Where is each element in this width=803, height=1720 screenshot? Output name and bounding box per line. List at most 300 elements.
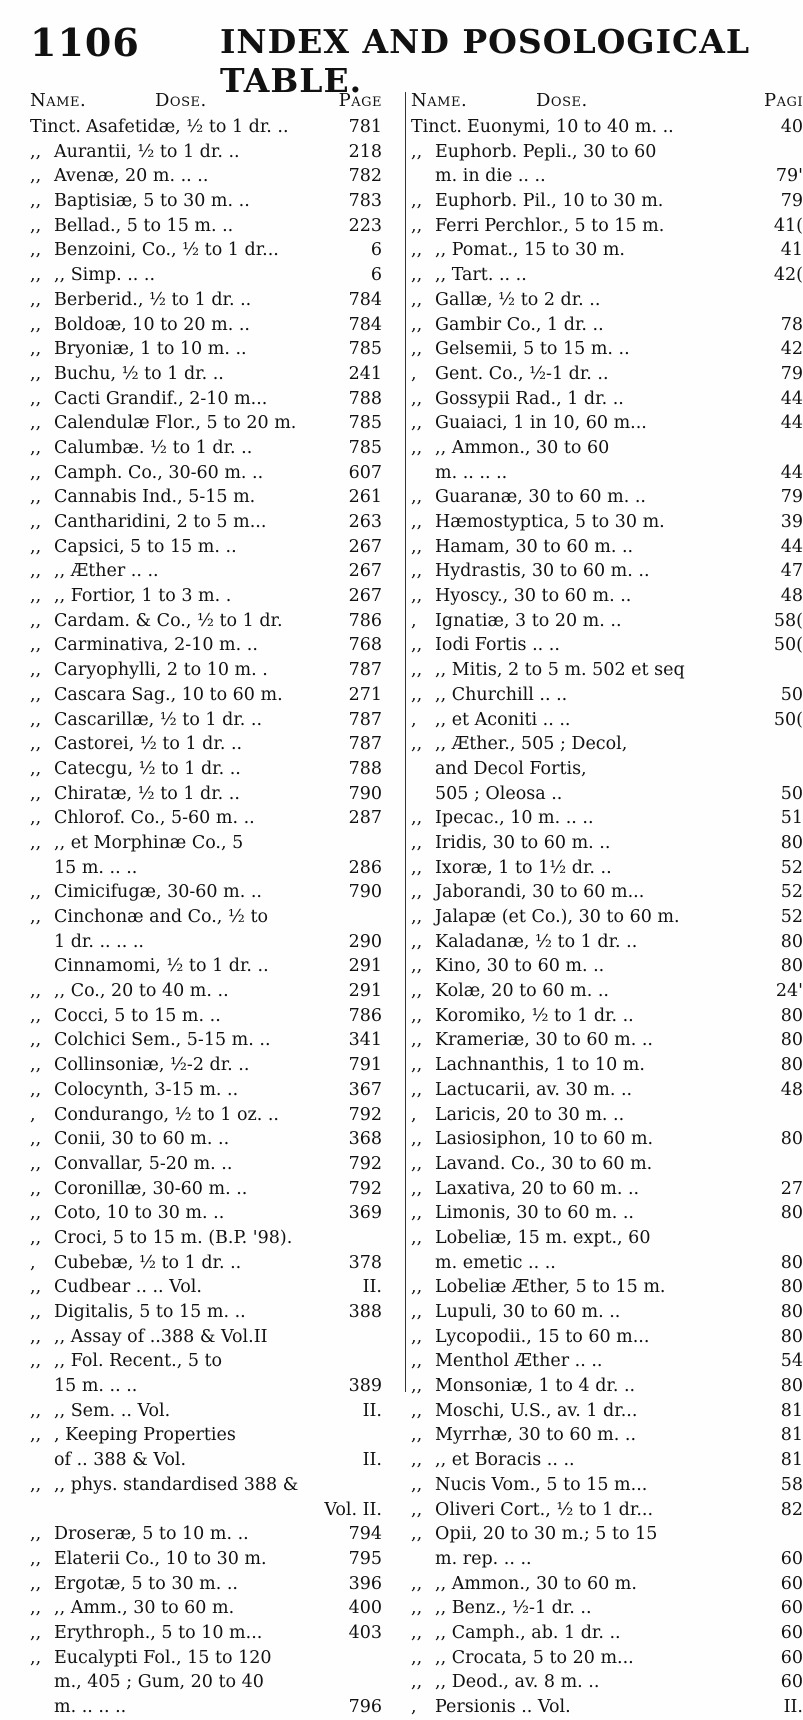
entry-text: ,, Ammon., 30 to 60: [435, 437, 610, 458]
entry-text: Iridis, 30 to 60 m. ..: [435, 832, 611, 853]
entry-text: Ipecac., 10 m. .. ..: [435, 808, 594, 829]
index-entry: [30, 1177, 400, 1202]
entry-text: Colocynth, 3-15 m. ..: [54, 1079, 239, 1100]
entry-text: Colchici Sem., 5-15 m. ..: [54, 1030, 271, 1051]
entry-text: Castorei, ½ to 1 dr. ..: [54, 734, 243, 755]
index-entry: [30, 732, 400, 757]
entry-page: 787: [348, 709, 382, 730]
entry-text: Gallæ, ½ to 2 dr. ..: [435, 289, 601, 310]
entry-page: 80: [780, 1030, 803, 1051]
entry-mark: ,,: [411, 1400, 423, 1421]
entry-text: Cocci, 5 to 15 m. ..: [54, 1005, 221, 1026]
index-entry: [411, 757, 803, 782]
left-entry-list: [30, 115, 400, 1720]
entry-text: Eucalypti Fol., 15 to 120: [54, 1647, 272, 1668]
index-entry: [411, 880, 803, 905]
entry-mark: ,,: [30, 1622, 42, 1643]
entry-mark: ,,: [411, 1277, 423, 1298]
entry-mark: ,,: [411, 1153, 423, 1174]
entry-page: 79': [775, 166, 803, 187]
entry-text: Oliveri Cort., ½ to 1 dr...: [435, 1499, 654, 1520]
entry-mark: ,,: [411, 734, 423, 755]
entry-mark: ,,: [411, 314, 423, 335]
index-entry: [30, 288, 400, 313]
index-entry: [30, 387, 400, 412]
entry-text: Gossypii Rad., 1 dr. ..: [435, 388, 624, 409]
index-entry: [411, 1177, 803, 1202]
index-entry: [411, 1522, 803, 1547]
entry-text: Hydrastis, 30 to 60 m. ..: [435, 561, 650, 582]
dose-heading: Dose.: [155, 90, 207, 111]
entry-mark: ,,: [30, 1277, 42, 1298]
entry-text: Ferri Perchlor., 5 to 15 m.: [435, 215, 665, 236]
entry-text: ,, Crocata, 5 to 20 m...: [435, 1647, 634, 1668]
entry-mark: ,,: [411, 1573, 423, 1594]
entry-mark: ,,: [30, 141, 42, 162]
index-entry: [30, 1621, 400, 1646]
entry-page: 768: [348, 635, 382, 656]
entry-mark: ,,: [30, 1005, 42, 1026]
index-entry: [411, 362, 803, 387]
right-entry-list: [411, 115, 803, 1720]
index-entry: [30, 485, 400, 510]
entry-text: ,, Sem. .. Vol.: [54, 1400, 171, 1421]
entry-page: 267: [348, 586, 382, 607]
index-entry: [30, 115, 400, 140]
entry-page: 58: [780, 1474, 803, 1495]
entry-mark: ,,: [30, 1055, 42, 1076]
entry-mark: ,,: [30, 1351, 42, 1372]
entry-mark: ,,: [30, 1326, 42, 1347]
index-entry: [30, 1275, 400, 1300]
index-entry: [411, 1152, 803, 1177]
entry-mark: ,,: [30, 882, 42, 903]
entry-text: Gelsemii, 5 to 15 m. ..: [435, 339, 630, 360]
index-entry: [411, 189, 803, 214]
entry-page: 787: [348, 660, 382, 681]
index-entry: [30, 510, 400, 535]
entry-text: Bryoniæ, 1 to 10 m. ..: [54, 339, 247, 360]
index-entry: [411, 1473, 803, 1498]
index-entry: [30, 1695, 400, 1720]
index-entry: [30, 1448, 400, 1473]
entry-page: 261: [348, 487, 382, 508]
entry-mark: ,,: [30, 339, 42, 360]
entry-mark: ,,: [30, 1400, 42, 1421]
entry-page: 81: [780, 1425, 803, 1446]
index-entry: [411, 1103, 803, 1128]
index-entry: [411, 708, 803, 733]
right-column: [411, 90, 803, 1717]
entry-mark: ,,: [30, 388, 42, 409]
index-entry: [411, 806, 803, 831]
entry-text: Buchu, ½ to 1 dr. ..: [54, 363, 224, 384]
entry-mark: ,,: [411, 536, 423, 557]
entry-page: 40: [780, 117, 803, 137]
entry-mark: ,,: [30, 536, 42, 557]
entry-mark: ,,: [30, 363, 42, 384]
entry-text: ,, Amm., 30 to 60 m.: [54, 1598, 235, 1619]
index-entry: [411, 238, 803, 263]
entry-page: 267: [348, 561, 382, 582]
index-entry: [30, 362, 400, 387]
index-entry: [411, 831, 803, 856]
entry-mark: ,,: [411, 1425, 423, 1446]
entry-page: 367: [348, 1079, 382, 1100]
index-entry: [411, 288, 803, 313]
entry-text: Catecgu, ½ to 1 dr. ..: [54, 758, 241, 779]
index-entry: [30, 633, 400, 658]
entry-page: 795: [348, 1548, 382, 1569]
entry-page: 80: [780, 1005, 803, 1026]
entry-text: ,, et Morphinæ Co., 5: [54, 832, 244, 853]
index-entry: [411, 510, 803, 535]
entry-page: 82: [780, 1499, 803, 1520]
entry-mark: ,,: [411, 832, 423, 853]
entry-mark: ,,: [411, 1672, 423, 1693]
entry-text: Lobeliæ Æther, 5 to 15 m.: [435, 1277, 666, 1298]
entry-text: Kaladanæ, ½ to 1 dr. ..: [435, 931, 638, 952]
entry-mark: ,,: [411, 857, 423, 878]
entry-mark: ,,: [411, 215, 423, 236]
index-entry: [30, 1670, 400, 1695]
entry-mark: ,,: [30, 1153, 42, 1174]
entry-mark: ,,: [411, 437, 423, 458]
entry-text: Coto, 10 to 30 m. ..: [54, 1203, 225, 1224]
entry-page: 80: [780, 832, 803, 853]
entry-mark: ,,: [411, 1030, 423, 1051]
entry-mark: ,,: [411, 1178, 423, 1199]
entry-page: 80: [780, 1302, 803, 1322]
entry-text: Laxativa, 20 to 60 m. ..: [435, 1178, 640, 1199]
entry-page: 39: [780, 512, 803, 532]
entry-text: Chlorof. Co., 5-60 m. ..: [54, 808, 255, 829]
entry-page: 54: [780, 1351, 803, 1372]
entry-text: Aurantii, ½ to 1 dr. ..: [54, 141, 240, 162]
index-entry: [30, 1349, 400, 1374]
entry-page: 60: [780, 1548, 803, 1569]
index-entry: [411, 313, 803, 338]
entry-mark: ,,: [30, 240, 42, 261]
entry-page: 781: [348, 117, 382, 137]
entry-mark: ,,: [30, 783, 42, 804]
entry-page: 81: [780, 1400, 803, 1421]
entry-page: 80: [780, 1203, 803, 1224]
entry-page: 60: [780, 1598, 803, 1619]
entry-text: ,, Fol. Recent., 5 to: [54, 1351, 223, 1372]
page-number: 1106: [30, 20, 140, 65]
index-entry: [30, 658, 400, 683]
entry-mark: ,,: [30, 684, 42, 705]
index-entry: [411, 115, 803, 140]
index-entry: [30, 1646, 400, 1671]
entry-page: 52: [780, 882, 803, 903]
entry-text: Lachnanthis, 1 to 10 m.: [435, 1055, 645, 1076]
index-entry: [30, 584, 400, 609]
entry-text: Menthol Æther .. ..: [435, 1351, 603, 1372]
entry-page: 81: [780, 1450, 803, 1471]
entry-page: 291: [348, 956, 382, 977]
entry-mark: ,,: [411, 1055, 423, 1076]
entry-mark: ,,: [411, 1499, 423, 1520]
entry-mark: ,,: [411, 1474, 423, 1495]
entry-text: Cinnamomi, ½ to 1 dr. ..: [54, 956, 269, 977]
entry-text: Calumbæ. ½ to 1 dr. ..: [54, 437, 253, 458]
entry-page: 80: [780, 1376, 803, 1397]
entry-mark: ,,: [30, 462, 42, 483]
entry-mark: ,,: [411, 1376, 423, 1397]
entry-mark: ,,: [30, 1647, 42, 1668]
entry-page: 788: [348, 758, 382, 779]
entry-page: 42: [780, 339, 803, 360]
entry-mark: ,,: [411, 808, 423, 829]
index-entry: [30, 757, 400, 782]
index-entry: [411, 485, 803, 510]
index-entry: [411, 1399, 803, 1424]
index-entry: [30, 905, 400, 930]
index-entry: [411, 1547, 803, 1572]
entry-page: 44: [780, 536, 803, 557]
entry-mark: ,,: [411, 240, 423, 261]
entry-page: 48: [780, 586, 803, 607]
entry-text: Limonis, 30 to 60 m. ..: [435, 1203, 634, 1224]
index-entry: [411, 1448, 803, 1473]
entry-text: Ixoræ, 1 to 1½ dr. ..: [435, 857, 612, 878]
entry-text: ,, Æther .. ..: [54, 561, 159, 582]
right-column-header: [411, 90, 803, 115]
entry-mark: ,,: [30, 437, 42, 458]
entry-page: II.: [362, 1450, 382, 1471]
index-entry: [411, 337, 803, 362]
entry-text: ,, et Boracis .. ..: [435, 1450, 575, 1471]
entry-mark: ,,: [30, 191, 42, 212]
entry-page: 267: [348, 536, 382, 557]
entry-text: Boldoæ, 10 to 20 m. ..: [54, 314, 250, 335]
entry-text: Monsoniæ, 1 to 4 dr. ..: [435, 1376, 636, 1397]
entry-page: 369: [348, 1203, 382, 1224]
entry-page: 60: [780, 1573, 803, 1594]
index-entry: [30, 337, 400, 362]
entry-mark: ,,: [411, 931, 423, 952]
entry-text: of .. 388 & Vol.: [54, 1450, 187, 1471]
entry-page: 44: [780, 413, 803, 434]
entry-mark: ,,: [411, 1227, 423, 1248]
entry-mark: ,,: [30, 808, 42, 829]
entry-mark: ,,: [30, 314, 42, 335]
entry-text: Cacti Grandif., 2-10 m...: [54, 388, 268, 409]
index-entry: [411, 782, 803, 807]
left-column-header: [30, 90, 400, 115]
index-entry: [30, 782, 400, 807]
entry-page: 784: [348, 314, 382, 335]
entry-page: 796: [348, 1697, 382, 1717]
index-entry: [30, 1325, 400, 1350]
entry-text: m. rep. .. ..: [435, 1548, 532, 1569]
entry-text: ,, Fortior, 1 to 3 m. .: [54, 586, 232, 607]
entry-page: 396: [348, 1573, 382, 1594]
entry-text: Convallar, 5-20 m. ..: [54, 1153, 233, 1174]
entry-text: Ignatiæ, 3 to 20 m. ..: [435, 610, 622, 631]
entry-mark: ,,: [30, 610, 42, 631]
entry-page: 241: [348, 363, 382, 384]
entry-mark: ,,: [30, 586, 42, 607]
index-entry: [411, 1325, 803, 1350]
entry-mark: ,,: [411, 1079, 423, 1100]
index-entry: [30, 1103, 400, 1128]
entry-page: 50: [780, 684, 803, 705]
entry-page: 792: [348, 1153, 382, 1174]
entry-text: Cantharidini, 2 to 5 m...: [54, 512, 267, 532]
entry-page: 27: [780, 1178, 803, 1199]
entry-mark: ,: [411, 1697, 417, 1717]
entry-text: Persionis .. Vol.: [435, 1697, 571, 1717]
left-column: [30, 90, 400, 1717]
index-entry: [30, 609, 400, 634]
entry-mark: ,,: [30, 1573, 42, 1594]
entry-page: 388: [348, 1302, 382, 1322]
index-entry: [411, 658, 803, 683]
index-entry: [30, 708, 400, 733]
index-entry: [411, 633, 803, 658]
entry-page: 792: [348, 1104, 382, 1125]
entry-text: Elaterii Co., 10 to 30 m.: [54, 1548, 267, 1569]
index-entry: [411, 1695, 803, 1720]
entry-text: Calendulæ Flor., 5 to 20 m.: [54, 413, 297, 434]
entry-text: ,, phys. standardised 388 &: [54, 1474, 299, 1495]
entry-mark: ,,: [30, 832, 42, 853]
entry-mark: ,,: [411, 512, 423, 532]
entry-text: Asafetidæ, ½ to 1 dr. ..: [86, 117, 289, 137]
entry-text: Gent. Co., ½-1 dr. ..: [435, 363, 609, 384]
entry-mark: ,: [411, 709, 417, 730]
entry-text: Euphorb. Pepli., 30 to 60: [435, 141, 657, 162]
entry-page: 378: [348, 1252, 382, 1273]
entry-mark: ,,: [30, 1548, 42, 1569]
entry-text: Lactucarii, av. 30 m. ..: [435, 1079, 633, 1100]
index-entry: [30, 1596, 400, 1621]
entry-text: ,, Deod., av. 8 m. ..: [435, 1672, 600, 1693]
entry-mark: ,: [30, 1104, 36, 1125]
entry-mark: ,,: [411, 882, 423, 903]
entry-page: 223: [348, 215, 382, 236]
entry-mark: ,,: [411, 413, 423, 434]
entry-text: Hyoscy., 30 to 60 m. ..: [435, 586, 632, 607]
index-entry: [30, 1201, 400, 1226]
entry-text: Lycopodii., 15 to 60 m...: [435, 1326, 650, 1347]
entry-text: Bellad., 5 to 15 m. ..: [54, 215, 234, 236]
index-entry: [30, 1423, 400, 1448]
entry-text: Erythroph., 5 to 10 m...: [54, 1622, 263, 1643]
index-entry: [411, 979, 803, 1004]
index-entry: [30, 436, 400, 461]
index-entry: [411, 387, 803, 412]
index-entry: [30, 1226, 400, 1251]
index-entry: [30, 683, 400, 708]
index-entry: [30, 214, 400, 239]
entry-page: 271: [348, 684, 382, 705]
name-heading: Name.: [411, 90, 468, 111]
entry-text: Collinsoniæ, ½-2 dr. ..: [54, 1055, 250, 1076]
entry-text: Chiratæ, ½ to 1 dr. ..: [54, 783, 240, 804]
index-entry: [411, 436, 803, 461]
entry-page: 792: [348, 1178, 382, 1199]
entry-page: 24': [775, 981, 803, 1002]
entry-mark: ,,: [411, 1450, 423, 1471]
index-entry: [30, 1127, 400, 1152]
entry-page: 80: [780, 1326, 803, 1347]
index-entry: [411, 1251, 803, 1276]
entry-page: 787: [348, 734, 382, 755]
entry-mark: ,,: [30, 512, 42, 532]
entry-page: 290: [348, 931, 382, 952]
entry-text: Guaiaci, 1 in 10, 60 m...: [435, 413, 647, 434]
index-entry: [30, 559, 400, 584]
entry-mark: Tinct.: [30, 117, 81, 137]
entry-page: 79: [780, 363, 803, 384]
entry-text: m., 405 ; Gum, 20 to 40: [54, 1672, 264, 1693]
entry-page: Vol. II.: [324, 1499, 382, 1520]
entry-text: Lavand. Co., 30 to 60 m.: [435, 1153, 653, 1174]
entry-page: 263: [348, 512, 382, 532]
entry-text: ,, Churchill .. ..: [435, 684, 568, 705]
entry-mark: ,,: [30, 635, 42, 656]
entry-page: 60: [780, 1672, 803, 1693]
index-entry: [411, 535, 803, 560]
page-heading: Page: [338, 90, 382, 111]
entry-mark: ,,: [411, 265, 423, 286]
entry-text: Benzoini, Co., ½ to 1 dr...: [54, 240, 279, 261]
index-entry: [411, 584, 803, 609]
index-entry: [30, 930, 400, 955]
entry-mark: ,,: [30, 413, 42, 434]
entry-mark: ,,: [30, 758, 42, 779]
index-entry: [411, 1300, 803, 1325]
entry-text: ,, Co., 20 to 40 m. ..: [54, 981, 229, 1002]
entry-mark: ,,: [30, 734, 42, 755]
entry-text: ,, Ammon., 30 to 60 m.: [435, 1573, 637, 1594]
entry-page: 50: [780, 783, 803, 804]
index-entry: [30, 1004, 400, 1029]
entry-page: 58(: [773, 610, 803, 631]
entry-text: 505 ; Oleosa ..: [435, 783, 563, 804]
entry-mark: ,,: [30, 1129, 42, 1150]
entry-page: 80: [780, 956, 803, 977]
entry-text: Cascara Sag., 10 to 60 m.: [54, 684, 283, 705]
index-entry: [411, 1127, 803, 1152]
index-entry: [30, 1547, 400, 1572]
entry-mark: ,: [411, 610, 417, 631]
entry-page: 42(: [773, 265, 803, 286]
entry-mark: ,,: [30, 1227, 42, 1248]
entry-text: Coronillæ, 30-60 m. ..: [54, 1178, 248, 1199]
index-entry: [30, 238, 400, 263]
index-entry: [411, 1201, 803, 1226]
entry-mark: ,,: [411, 1005, 423, 1026]
entry-text: Conii, 30 to 60 m. ..: [54, 1129, 230, 1150]
entry-page: 786: [348, 1005, 382, 1026]
entry-page: 786: [348, 610, 382, 631]
entry-text: Ergotæ, 5 to 30 m. ..: [54, 1573, 238, 1594]
entry-page: 218: [348, 141, 382, 162]
entry-page: 400: [348, 1598, 382, 1619]
entry-page: 607: [348, 462, 382, 483]
entry-mark: ,,: [30, 1178, 42, 1199]
index-entry: [411, 930, 803, 955]
entry-text: Digitalis, 5 to 15 m. ..: [54, 1302, 246, 1322]
entry-text: Hamam, 30 to 60 m. ..: [435, 536, 634, 557]
entry-text: Jalapæ (et Co.), 30 to 60 m.: [435, 907, 680, 927]
entry-page: 782: [348, 166, 382, 187]
